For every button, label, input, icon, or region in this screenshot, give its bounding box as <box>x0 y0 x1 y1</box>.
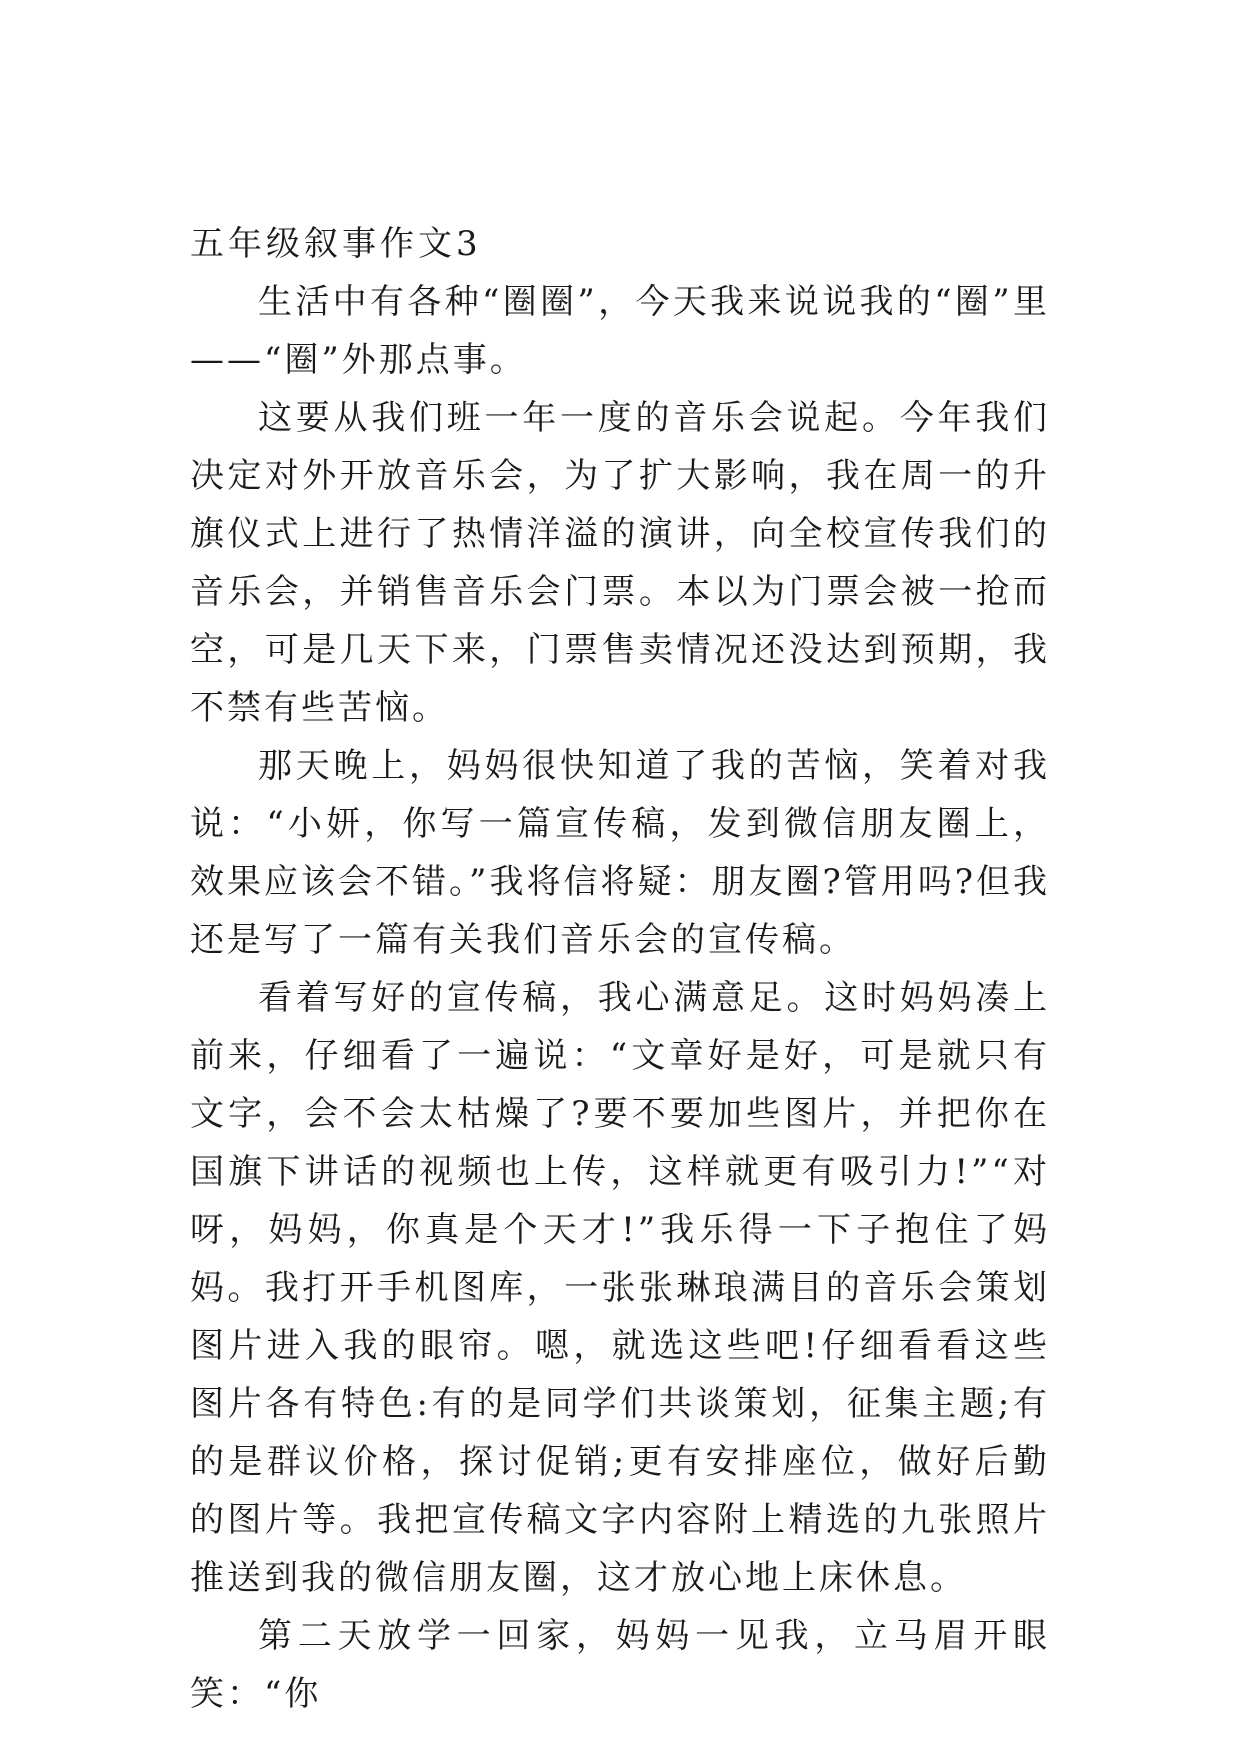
paragraph-4: 看着写好的宣传稿，我心满意足。这时妈妈凑上前来，仔细看了一遍说：“文章好是好，可是就只有文字，会不会太枯燥了?要不要加些图片，并把你在国旗下讲话的视频也上传，这样就更有吸引力!”“对呀，妈妈，你真是个天才!”我乐得一下子抱住了妈妈。我打开手机图库，一张张琳琅满目的音乐会策划图片进入我的眼帘。嗯，就选这些吧!仔细看看这些图片各有特色:有的是同学们共谈策划，征集主题;有的是群议价格，探讨促销;更有安排座位，做好后勤的图片等。我把宣传稿文字内容附上精选的九张照片推送到我的微信朋友圈，这才放心地上床休息。 <box>190 978 1050 1598</box>
paragraph-2: 这要从我们班一年一度的音乐会说起。今年我们决定对外开放音乐会，为了扩大影响，我在周一的升旗仪式上进行了热情洋溢的演讲，向全校宣传我们的音乐会，并销售音乐会门票。本以为门票会被一抢而空，可是几天下来，门票售卖情况还没达到预期，我不禁有些苦恼。 <box>190 398 1050 728</box>
document-body <box>190 215 1050 1723</box>
paragraph-5: 第二天放学一回家，妈妈一见我，立马眉开眼笑：“你 <box>190 1616 1050 1714</box>
document-title: 五年级叙事作文3 <box>190 224 482 264</box>
paragraph-1: 生活中有各种“圈圈”，今天我来说说我的“圈”里——“圈”外那点事。 <box>190 282 1050 380</box>
paragraph-3: 那天晚上，妈妈很快知道了我的苦恼，笑着对我说：“小妍，你写一篇宣传稿，发到微信朋友圈上，效果应该会不错。”我将信将疑：朋友圈?管用吗?但我还是写了一篇有关我们音乐会的宣传稿。 <box>190 746 1050 960</box>
